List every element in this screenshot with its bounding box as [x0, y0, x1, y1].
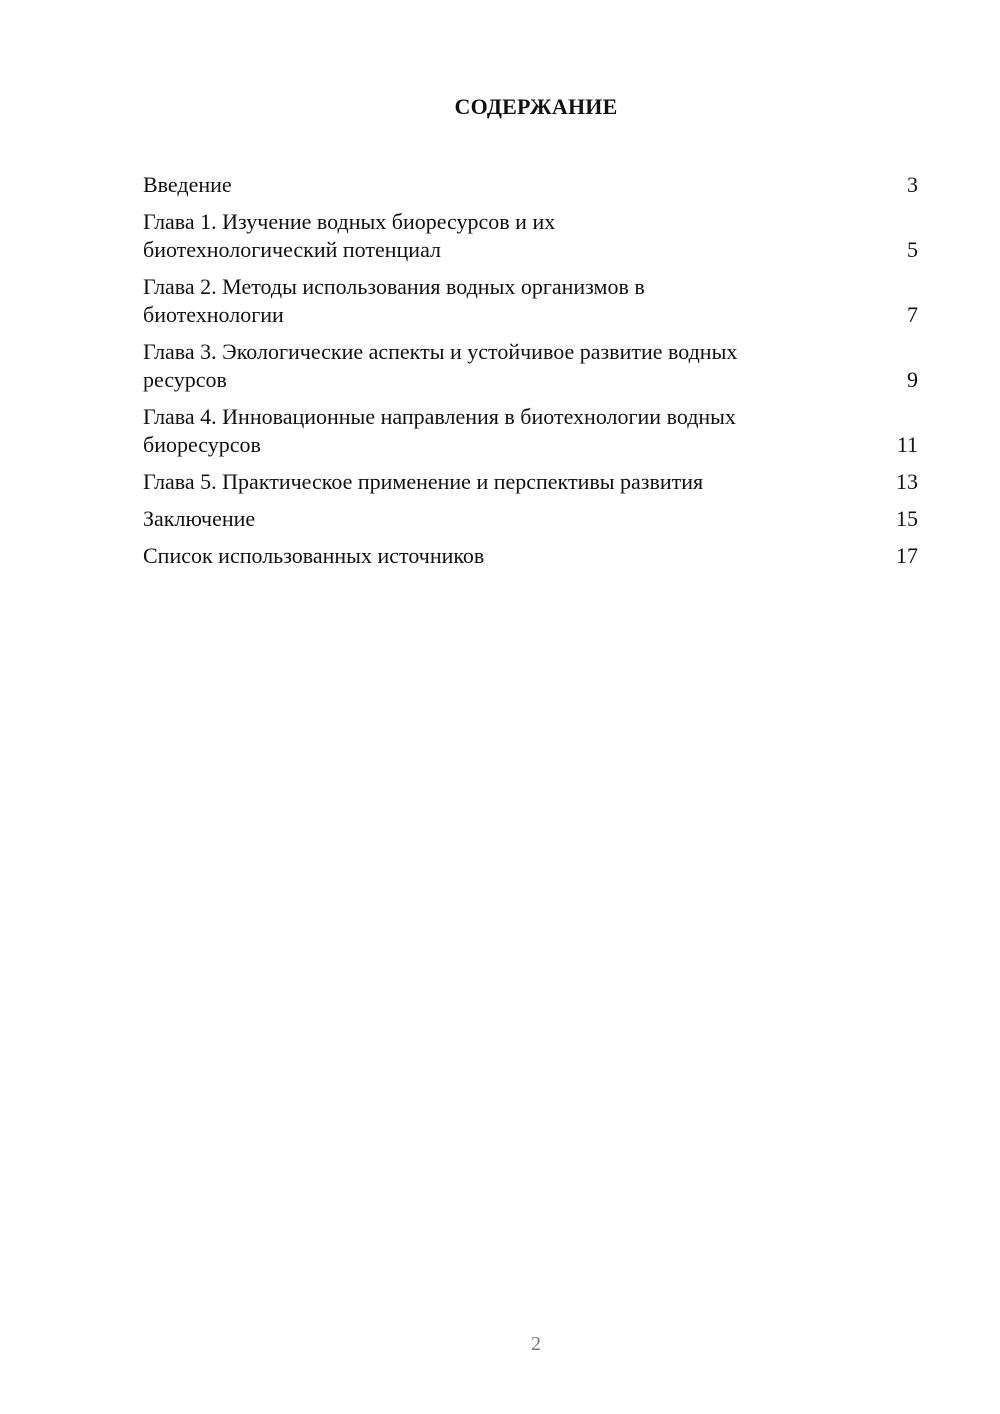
toc-entry-label: Глава 1. Изучение водных биоресурсов и их биотехнологический потенциал: [143, 209, 556, 262]
toc-entry-label: Глава 3. Экологические аспекты и устойчивое развитие водных ресурсов: [143, 339, 738, 392]
toc-entry-chapter-3[interactable]: [143, 338, 918, 394]
toc-entry-label: Список использованных источников: [143, 543, 485, 568]
toc-entry-label: Глава 4. Инновационные направления в биотехнологии водных биоресурсов: [143, 404, 736, 457]
toc-entry-page: 3: [907, 172, 918, 197]
page-number: 2: [531, 1333, 541, 1355]
toc-entry-label: Заключение: [143, 506, 256, 531]
toc-entry-introduction[interactable]: [143, 171, 918, 199]
toc-entry-page: 5: [907, 237, 918, 262]
toc-entry-page: 15: [896, 506, 918, 531]
table-of-contents: [143, 171, 918, 579]
toc-entry-chapter-2[interactable]: [143, 273, 918, 329]
toc-entry-references[interactable]: [143, 542, 918, 570]
toc-title: СОДЕРЖАНИЕ: [454, 94, 618, 119]
toc-entry-label: Введение: [143, 172, 232, 197]
toc-entry-label: Глава 2. Методы использования водных организмов в биотехнологии: [143, 274, 645, 327]
toc-entry-page: 17: [896, 543, 918, 568]
toc-entry-label: Глава 5. Практическое применение и перспективы развития: [143, 469, 704, 494]
toc-entry-page: 13: [896, 469, 918, 494]
toc-entry-conclusion[interactable]: [143, 505, 918, 533]
toc-entry-page: 11: [896, 432, 918, 457]
toc-entry-chapter-4[interactable]: [143, 403, 918, 459]
toc-entry-chapter-5[interactable]: [143, 468, 918, 496]
toc-entry-page: 9: [907, 367, 918, 392]
toc-entry-chapter-1[interactable]: [143, 208, 918, 264]
toc-entry-page: 7: [907, 302, 918, 327]
